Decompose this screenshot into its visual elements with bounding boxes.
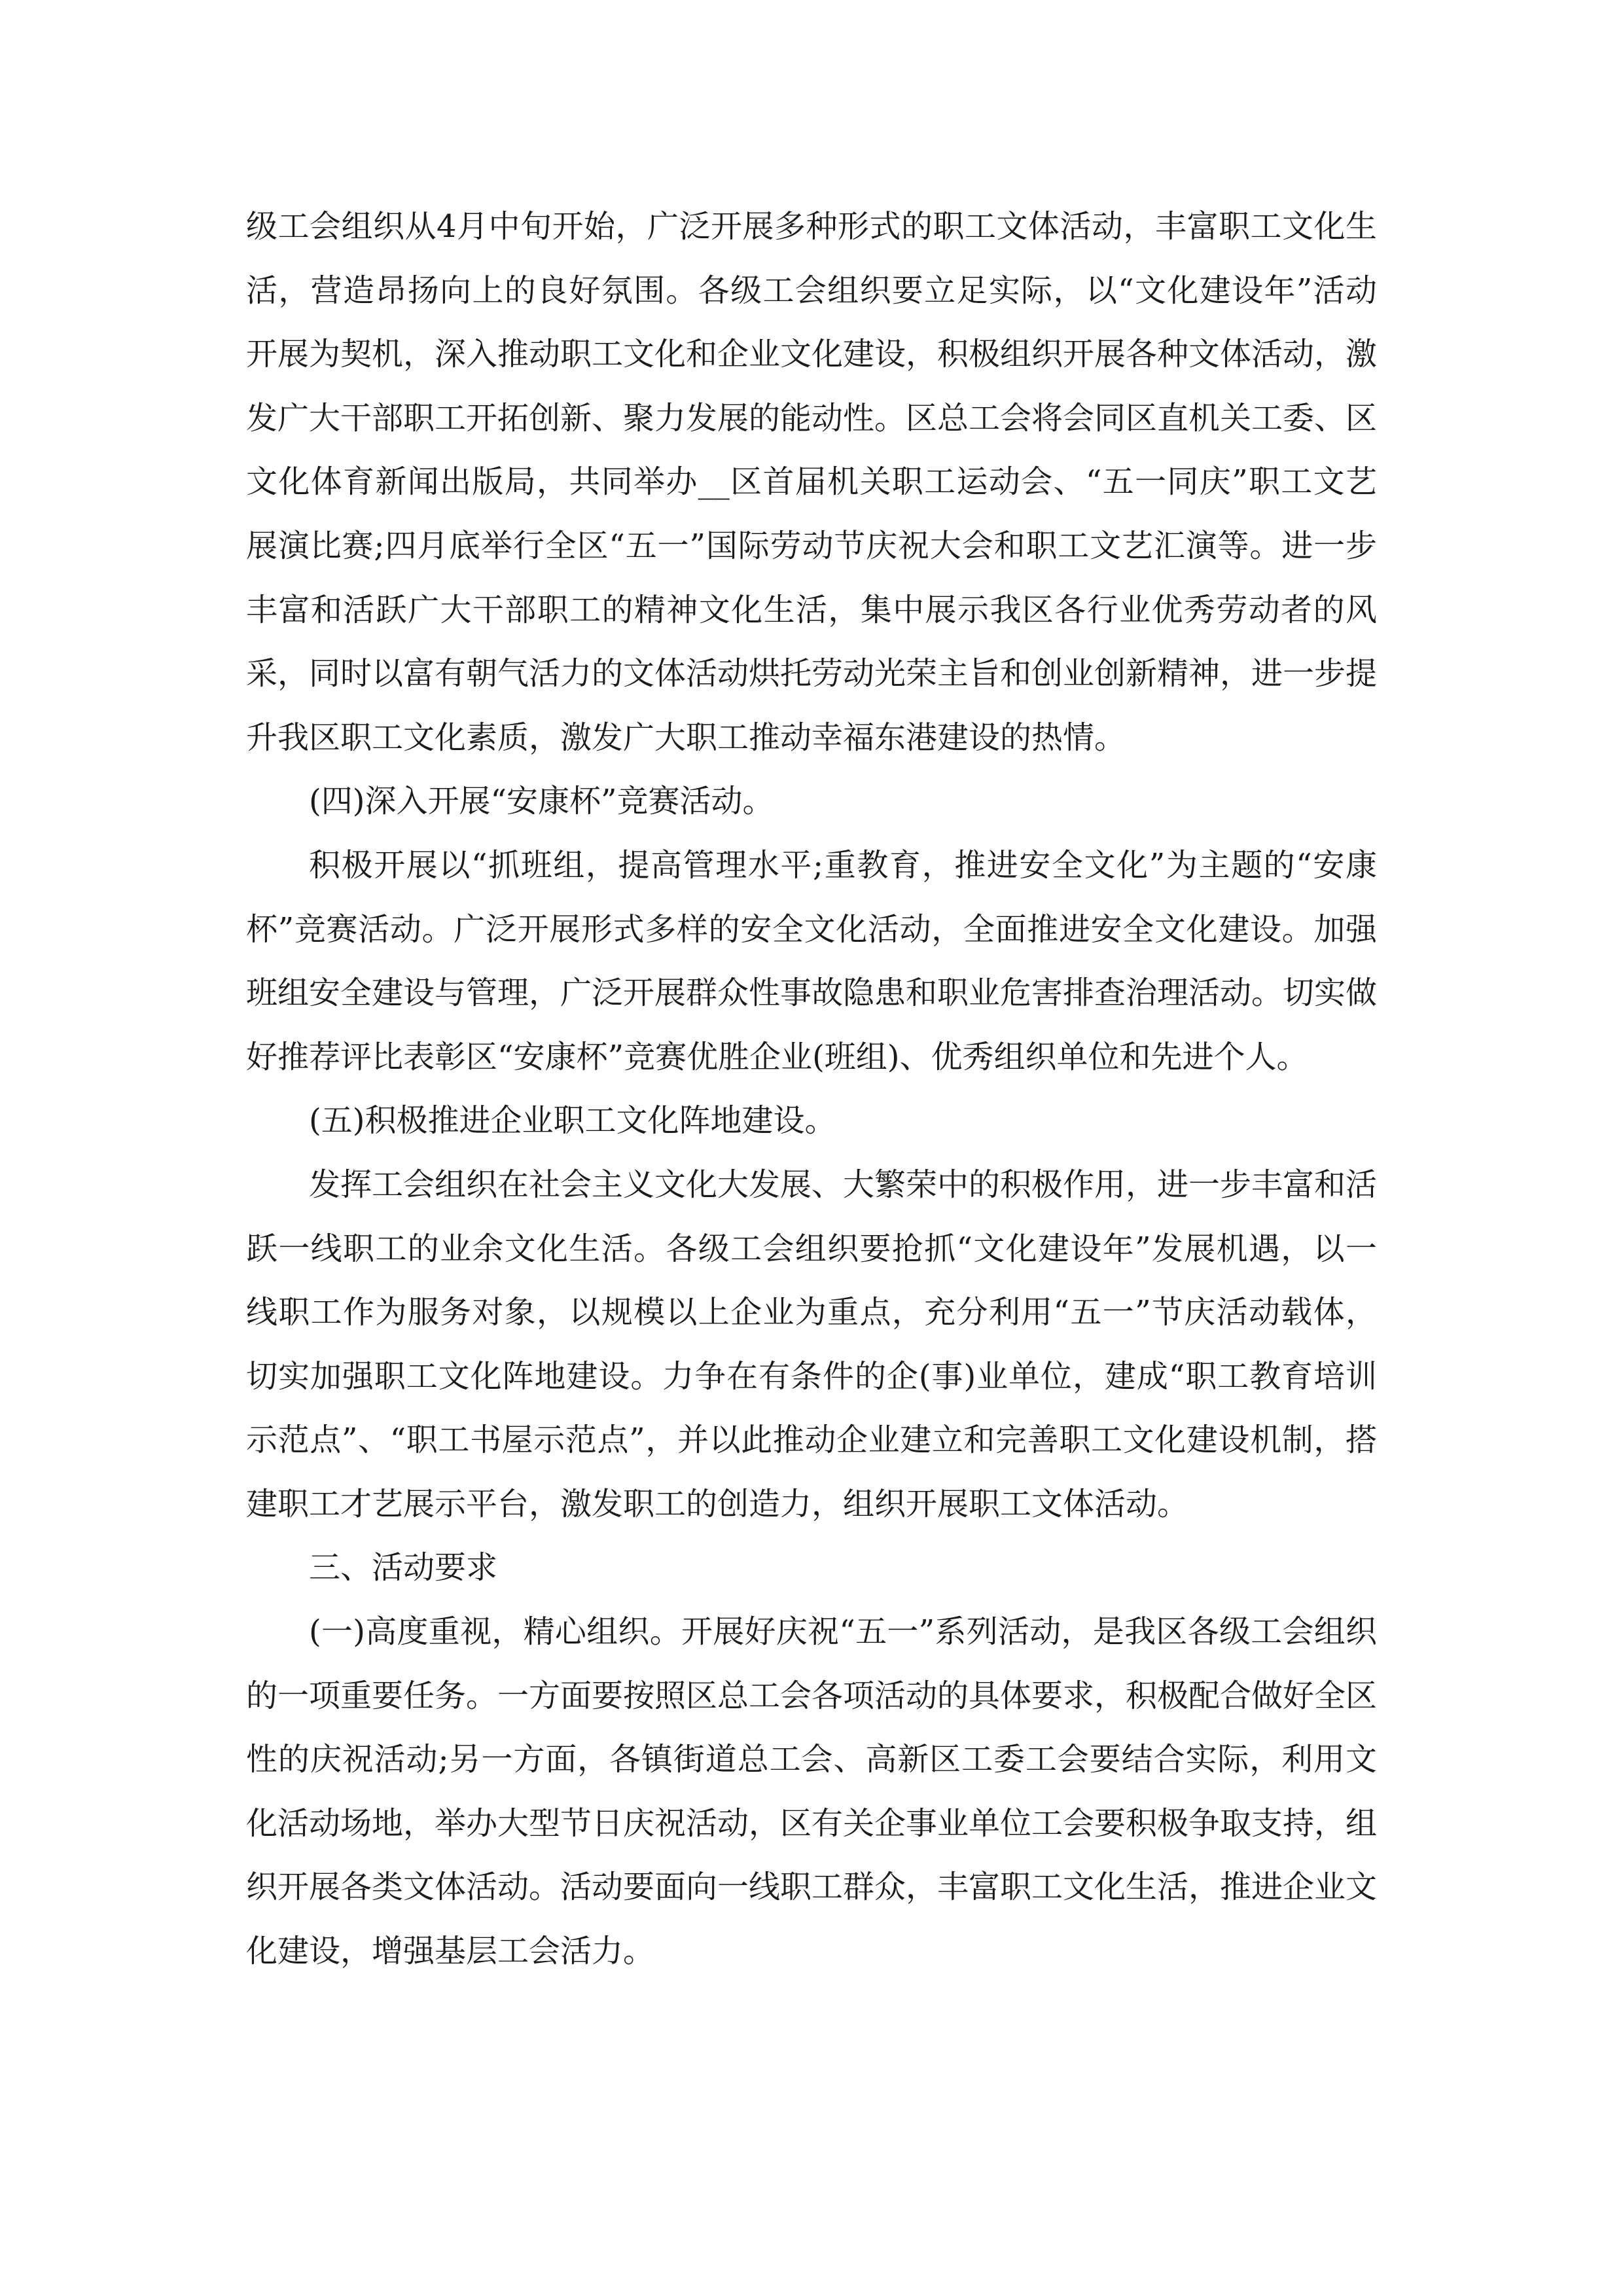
- heading-activity-requirements: 三、活动要求: [309, 1549, 498, 1587]
- heading-culture-position: (五)积极推进企业职工文化阵地建设。: [309, 1102, 836, 1139]
- paragraph-culture-position: 发挥工会组织在社会主义文化大发展、大繁荣中的积极作用，进一步丰富和活跃一线职工的业余文化生活。各级工会组织要抢抓“文化建设年”发展机遇，以一线职工作为服务对象，以规模以上企业为重点，充分利用“五一”节庆活动载体，切实加强职工文化阵地建设。力争在有条件的企(事)业单位，建成“职工教育培训示范点”、“职工书屋示范点”，并以此推动企业建立和完善职工文化建设机制，搭建职工才艺展示平台，激发职工的创造力，组织开展职工文体活动。: [246, 1166, 1378, 1522]
- heading-ankang-cup: (四)深入开展“安康杯”竞赛活动。: [309, 783, 774, 820]
- paragraph-cultural-activities: 级工会组织从4月中旬开始，广泛开展多种形式的职工文体活动，丰富职工文化生活，营造昂扬向上的良好氛围。各级工会组织要立足实际，以“文化建设年”活动开展为契机，深入推动职工文化和企业文化建设，积极组织开展各种文体活动，激发广大干部职工开拓创新、聚力发展的能动性。区总工会将会同区直机关工委、区文化体育新闻出版局，共同举办__区首届机关职工运动会、“五一同庆”职工文艺展演比赛;四月底举行全区“五一”国际劳动节庆祝大会和职工文艺汇演等。进一步丰富和活跃广大干部职工的精神文化生活，集中展示我区各行业优秀劳动者的风采，同时以富有朝气活力的文体活动烘托劳动光荣主旨和创业创新精神，进一步提升我区职工文化素质，激发广大职工推动幸福东港建设的热情。: [246, 208, 1378, 756]
- paragraph-organization: (一)高度重视，精心组织。开展好庆祝“五一”系列活动，是我区各级工会组织的一项重要任务。一方面要按照区总工会各项活动的具体要求，积极配合做好全区性的庆祝活动;另一方面，各镇街道总工会、高新区工委工会要结合实际，利用文化活动场地，举办大型节日庆祝活动，区有关企事业单位工会要积极争取支持，组织开展各类文体活动。活动要面向一线职工群众，丰富职工文化生活，推进企业文化建设，增强基层工会活力。: [246, 1613, 1378, 1970]
- paragraph-ankang-cup: 积极开展以“抓班组，提高管理水平;重教育，推进安全文化”为主题的“安康杯”竞赛活动。广泛开展形式多样的安全文化活动，全面推进安全文化建设。加强班组安全建设与管理，广泛开展群众性事故隐患和职业危害排查治理活动。切实做好推荐评比表彰区“安康杯”竞赛优胜企业(班组)、优秀组织单位和先进个人。: [246, 846, 1378, 1075]
- document-body: [246, 195, 1377, 1984]
